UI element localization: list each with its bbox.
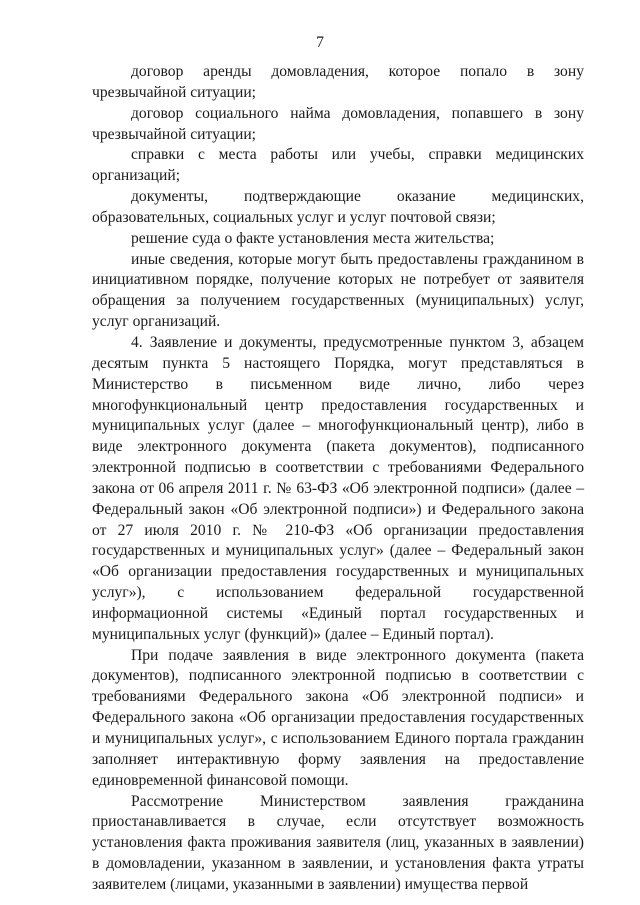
paragraph-social-rent-agreement: договор социального найма домовладения, попавшего в зону чрезвычайной ситуации; xyxy=(92,104,584,143)
paragraph-lease-agreement: договор аренды домовладения, которое попало в зону чрезвычайной ситуации; xyxy=(92,63,584,101)
paragraph-other-information: иные сведения, которые могут быть предоставлены гражданином в инициативном порядке, получение которых не потребует от заявителя обращения за получением государственных (муниципальных) услуг, услуг организаций. xyxy=(92,250,584,331)
document-body xyxy=(92,62,584,896)
paragraph-certificates: справки с места работы или учебы, справки медицинских организаций; xyxy=(92,146,584,185)
paragraph-court-decision: решение суда о факте установления места жительства; xyxy=(131,229,495,247)
paragraph-suspension: Рассмотрение Министерством заявления гражданина приостанавливается в случае, если отсутствует возможность установления факта проживания заявителя (лиц, указанных в заявлении) в домовладении, указанном в заявлении, и установления факта утраты заявителем (лицами, указанными в заявлении) имущества первой xyxy=(92,792,584,893)
paragraph-electronic-submission: При подаче заявления в виде электронного документа (пакета документов), подписанного электронной подписью в соответствии с требованиями Федерального закона «Об электронной подписи» и Федерального закона «Об организации предоставления государственных и муниципальных услуг», с использованием Единого портала гражданин заполняет интерактивную форму заявления на предоставление единовременной финансовой помощи. xyxy=(92,646,584,789)
paragraph-section-4: 4. Заявление и документы, предусмотренные пунктом 3, абзацем десятым пункта 5 настоящего Порядка, могут представляться в Министерство в письменном виде лично, либо через многофункциональный центр предоставления государственных и муниципальных услуг (далее – многофункциональный центр), либо в виде электронного документа (пакета документов), подписанного электронной подписью в соответствии с требованиями Федерального закона от 06 апреля 2011 г. № 63-ФЗ «Об электронной подписи» (далее – Федеральный закон «Об электронной подписи») и Федерального закона от 27 июля 2010 г. № 210-ФЗ «Об организации предоставления государственных и муниципальных услуг» (далее – Федеральный закон «Об организации предоставления государственных и муниципальных услуг»), с использованием федеральной государственной информационной системы «Единый портал государственных и муниципальных услуг (функций)» (далее – Единый портал). xyxy=(92,333,584,643)
page-number: 7 xyxy=(316,34,324,51)
paragraph-service-documents: документы, подтверждающие оказание медицинских, образовательных, социальных услуг и услуг почтовой связи; xyxy=(92,188,584,226)
